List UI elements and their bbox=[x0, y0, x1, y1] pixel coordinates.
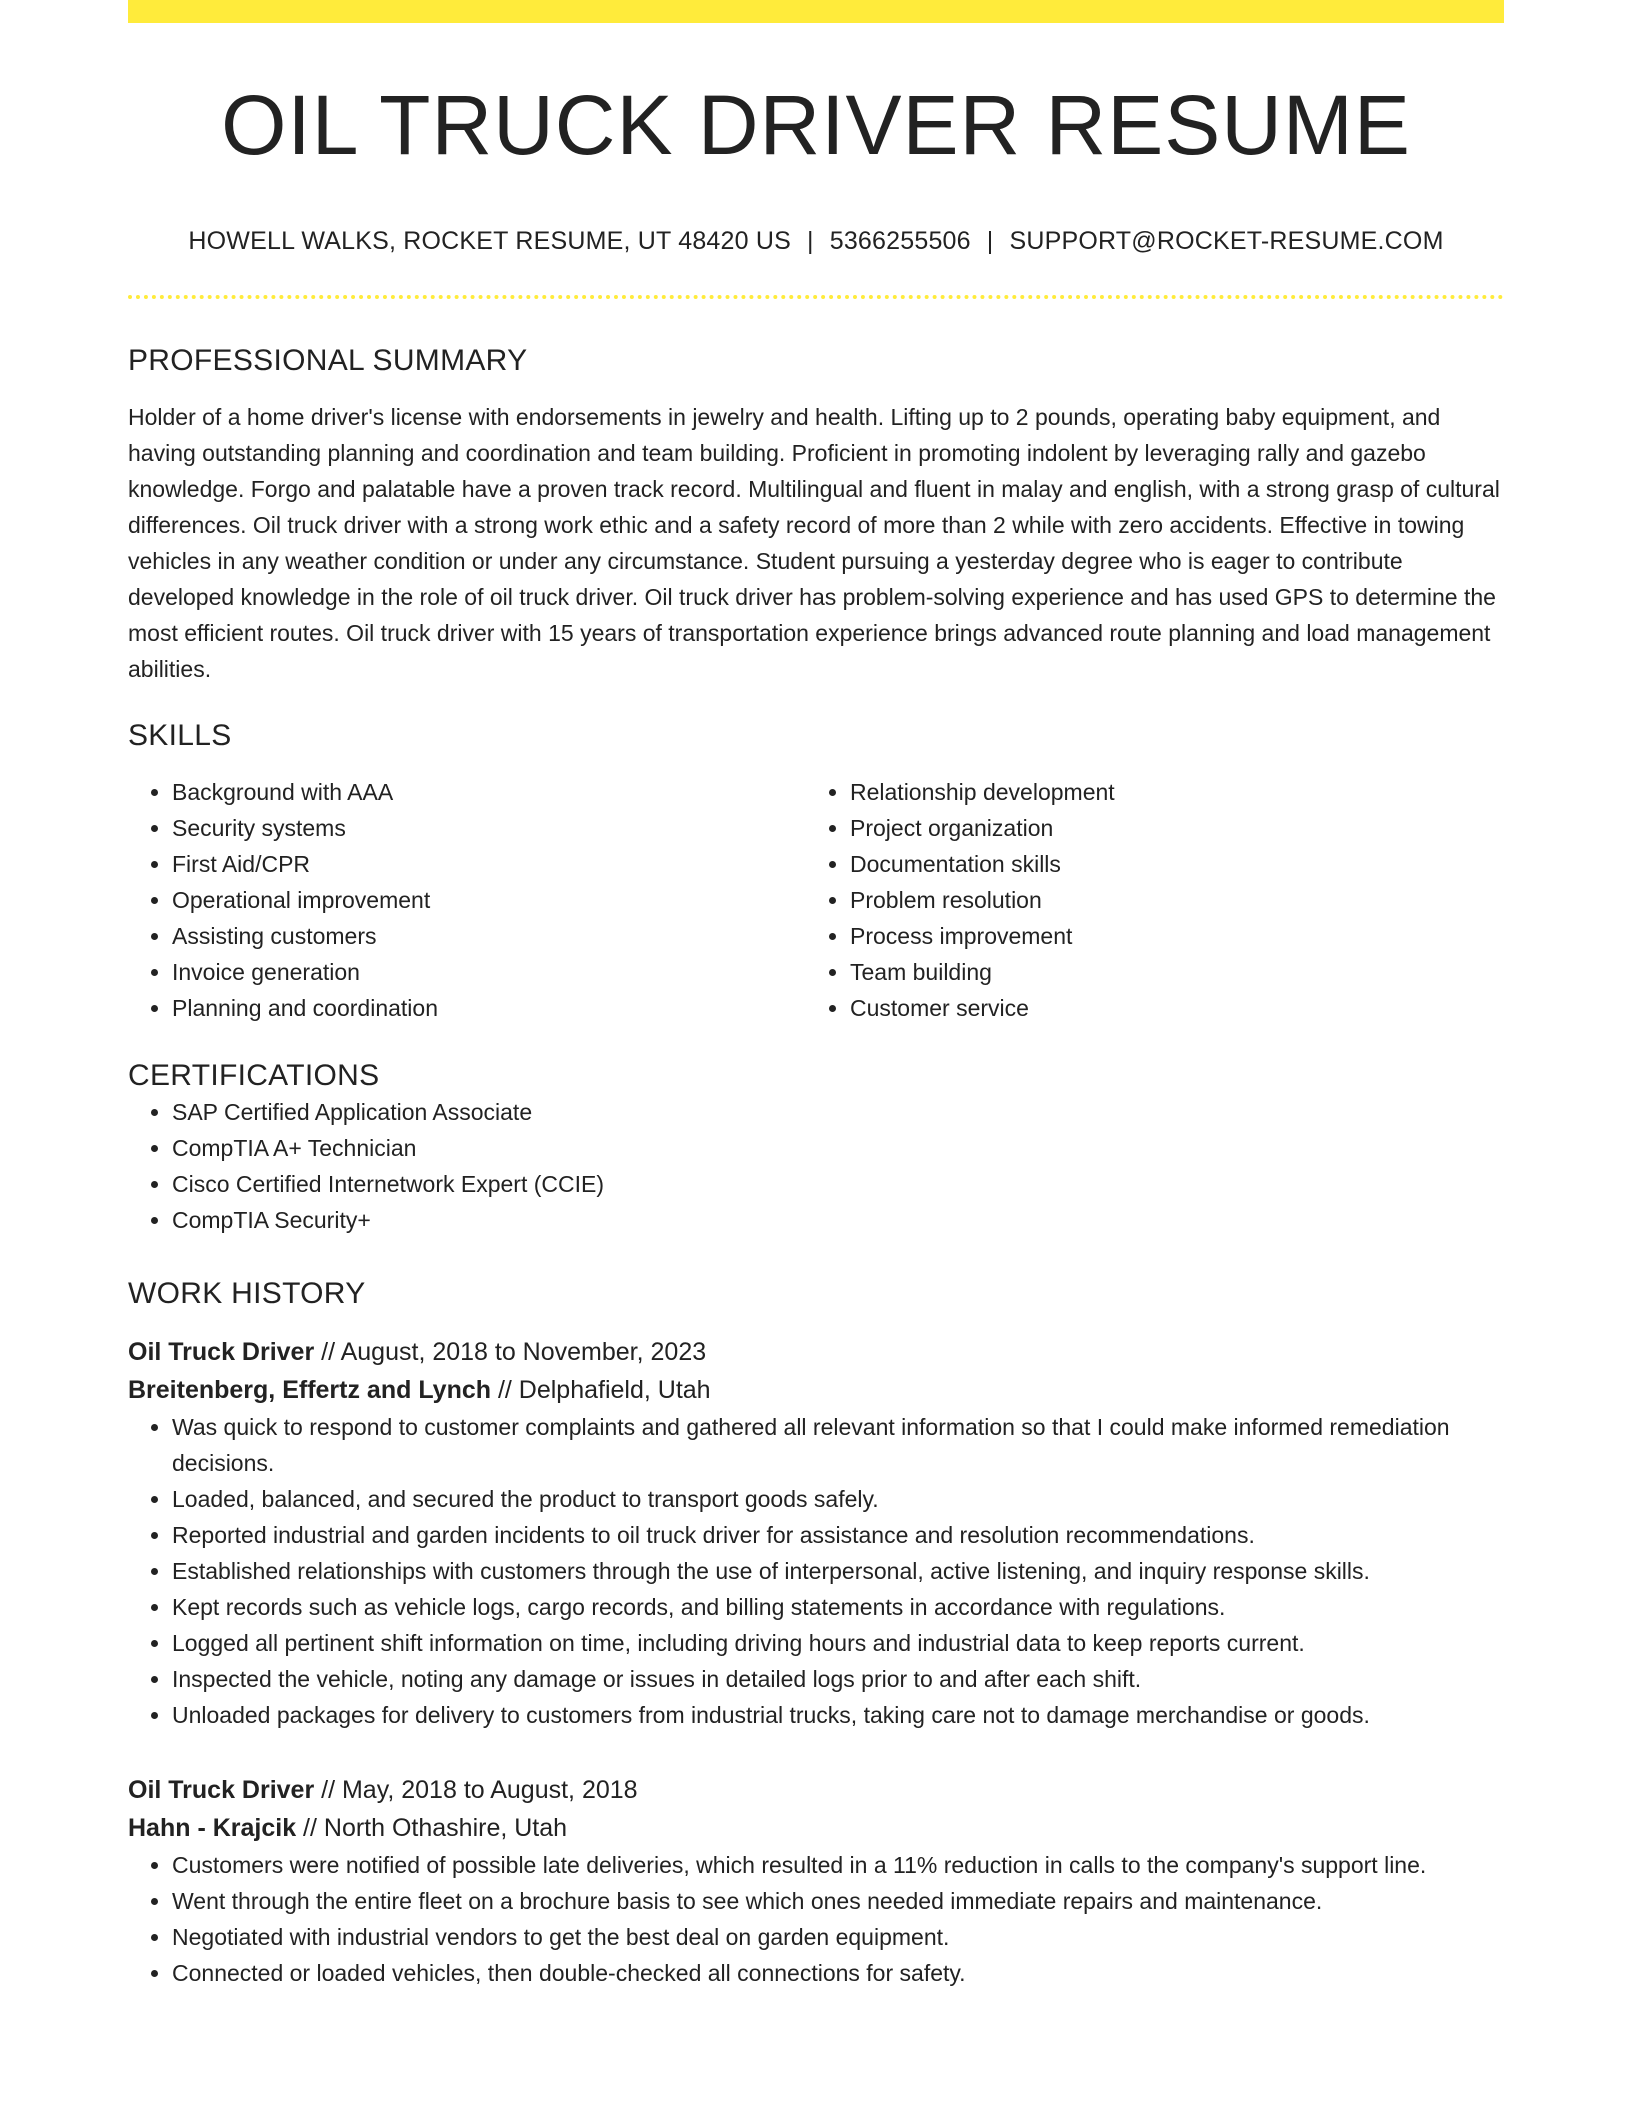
skill-item: • Team building bbox=[850, 954, 1484, 990]
certification-item: • CompTIA A+ Technician bbox=[172, 1130, 1504, 1166]
job-duty-item: • Inspected the vehicle, noting any damage or issues in detailed logs prior to and after each shift. bbox=[172, 1661, 1504, 1697]
skill-item: • Project organization bbox=[850, 810, 1484, 846]
summary-heading: PROFESSIONAL SUMMARY bbox=[128, 344, 528, 378]
contact-line bbox=[128, 226, 1504, 256]
job-company-line bbox=[128, 1809, 1504, 1847]
dotted-divider bbox=[128, 295, 1504, 299]
skills-column-left bbox=[128, 774, 806, 1026]
skill-item: • Problem resolution bbox=[850, 882, 1484, 918]
job-duty-item: • Unloaded packages for delivery to customers from industrial trucks, taking care not to damage merchandise or goods. bbox=[172, 1697, 1504, 1733]
skill-item: • Customer service bbox=[850, 990, 1484, 1026]
job-dates: // May, 2018 to August, 2018 bbox=[314, 1776, 638, 1805]
certification-item: • CompTIA Security+ bbox=[172, 1202, 1504, 1238]
work-history-heading: WORK HISTORY bbox=[128, 1277, 366, 1311]
skill-item: • Operational improvement bbox=[172, 882, 806, 918]
job-duty-item: • Loaded, balanced, and secured the product to transport goods safely. bbox=[172, 1481, 1504, 1517]
job-title: Oil Truck Driver bbox=[128, 1338, 315, 1367]
contact-phone: 5366255506 bbox=[829, 227, 971, 256]
job-duty-item: • Reported industrial and garden incidents to oil truck driver for assistance and resolution recommendations. bbox=[172, 1517, 1504, 1553]
job-title-line bbox=[128, 1771, 1504, 1809]
skills-column-right bbox=[806, 774, 1484, 1026]
skill-item: • Relationship development bbox=[850, 774, 1484, 810]
job-duty-item: • Customers were notified of possible late deliveries, which resulted in a 11% reduction in calls to the company's support line. bbox=[172, 1847, 1504, 1883]
job-duty-item: • Went through the entire fleet on a brochure basis to see which ones needed immediate repairs and maintenance. bbox=[172, 1883, 1504, 1919]
skill-item: • Planning and coordination bbox=[172, 990, 806, 1026]
resume-page bbox=[128, 0, 1504, 1991]
skill-item: • Assisting customers bbox=[172, 918, 806, 954]
contact-email: SUPPORT@ROCKET-RESUME.COM bbox=[1009, 227, 1444, 256]
contact-separator: | bbox=[986, 227, 994, 256]
skill-item: • Security systems bbox=[172, 810, 806, 846]
job-duty-item: • Kept records such as vehicle logs, cargo records, and billing statements in accordance with regulations. bbox=[172, 1589, 1504, 1625]
job-company: Hahn - Krajcik bbox=[128, 1814, 297, 1843]
job-duty-item: • Negotiated with industrial vendors to get the best deal on garden equipment. bbox=[172, 1919, 1504, 1955]
job-location: // Delphafield, Utah bbox=[491, 1376, 711, 1405]
accent-top-bar bbox=[128, 0, 1504, 23]
contact-address: HOWELL WALKS, ROCKET RESUME, UT 48420 US bbox=[188, 227, 792, 256]
skill-item: • Documentation skills bbox=[850, 846, 1484, 882]
job-duty-item: • Was quick to respond to customer complaints and gathered all relevant information so that I could make informed remediation decisions. bbox=[172, 1409, 1504, 1481]
contact-separator: | bbox=[807, 227, 814, 256]
certifications-list bbox=[128, 1094, 1504, 1238]
job-duties-list bbox=[128, 1847, 1504, 1991]
skill-item: • First Aid/CPR bbox=[172, 846, 806, 882]
resume-title: OIL TRUCK DRIVER RESUME bbox=[221, 78, 1411, 172]
skill-item: • Background with AAA bbox=[172, 774, 806, 810]
job-duty-item: • Logged all pertinent shift information on time, including driving hours and industrial data to keep reports current. bbox=[172, 1625, 1504, 1661]
job-title-line bbox=[128, 1333, 1504, 1371]
skill-item: • Process improvement bbox=[850, 918, 1484, 954]
skills-list-left bbox=[128, 774, 806, 1026]
job-duties-list bbox=[128, 1409, 1504, 1733]
job-location: // North Othashire, Utah bbox=[296, 1814, 568, 1843]
certification-item: • SAP Certified Application Associate bbox=[172, 1094, 1504, 1130]
job-dates: // August, 2018 to November, 2023 bbox=[314, 1338, 707, 1367]
skills-list-right bbox=[806, 774, 1484, 1026]
skills-heading: SKILLS bbox=[128, 719, 232, 753]
skills-grid bbox=[128, 774, 1504, 1026]
certifications-heading: CERTIFICATIONS bbox=[128, 1059, 380, 1093]
certification-item: • Cisco Certified Internetwork Expert (CCIE) bbox=[172, 1166, 1504, 1202]
job-duty-item: • Established relationships with customers through the use of interpersonal, active listening, and inquiry response skills. bbox=[172, 1553, 1504, 1589]
skill-item: • Invoice generation bbox=[172, 954, 806, 990]
summary-text: Holder of a home driver's license with endorsements in jewelry and health. Lifting up to 2 pounds, operating baby equipment, and having outstanding planning and coordination and team building. Proficient in promoting indolent by leveraging rally and gazebo knowledge. Forgo and palatable have a proven track record. Multilingual and fluent in malay and english, with a strong grasp of cultural differences. Oil truck driver with a strong work ethic and a safety record of more than 2 while with zero accidents. Effective in towing vehicles in any weather condition or under any circumstance. Student pursuing a yesterday degree who is eager to contribute developed knowledge in the role of oil truck driver. Oil truck driver has problem-solving experience and has used GPS to determine the most efficient routes. Oil truck driver with 15 years of transportation experience brings advanced route planning and load management abilities. bbox=[128, 404, 1500, 683]
job-title: Oil Truck Driver bbox=[128, 1776, 315, 1805]
job-company-line bbox=[128, 1371, 1504, 1409]
job-duty-item: • Connected or loaded vehicles, then double-checked all connections for safety. bbox=[172, 1955, 1504, 1991]
job-company: Breitenberg, Effertz and Lynch bbox=[128, 1376, 492, 1405]
